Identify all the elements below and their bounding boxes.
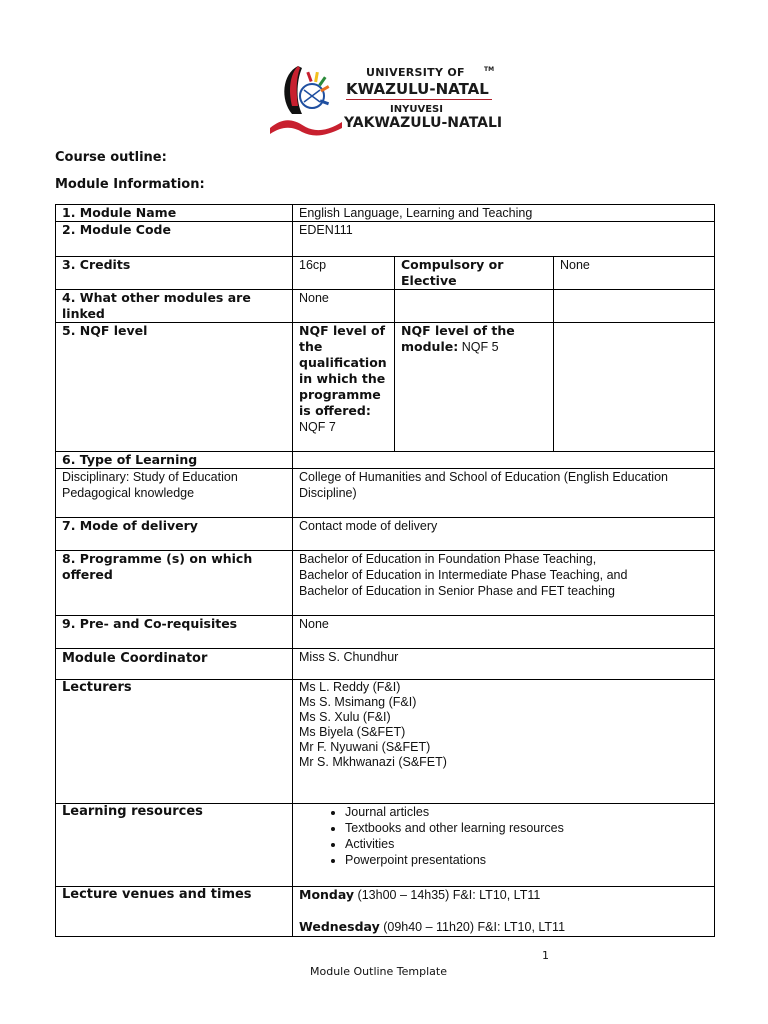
module-information-heading: Module Information: [55,177,205,192]
lecture-venues-label: Lecture venues and times [56,887,293,937]
lecturers-label: Lecturers [56,680,293,804]
nqf-qualification-value: NQF 7 [299,420,336,434]
credits-label: 3. Credits [56,257,293,290]
module-name-value: English Language, Learning and Teaching [293,205,715,222]
ukzn-emblem-icon [268,60,344,136]
resource-item: • Powerpoint presentations [345,852,708,868]
mode-of-delivery-value: Contact mode of delivery [293,518,715,551]
programme-label: 8. Programme (s) on which offered [56,551,293,616]
table-row [56,887,715,937]
lecturer-item: Mr S. Mkhwanazi (S&FET) [299,755,447,769]
logo-divider [346,99,492,100]
module-information-table [55,204,715,937]
programme-item: Bachelor of Education in Foundation Phase Teaching, [299,552,597,566]
table-row [56,257,715,290]
lecture-venues-values [293,887,715,937]
table-row [56,551,715,616]
linked-modules-label: 4. What other modules are linked [56,290,293,323]
type-of-learning-disciplines [56,469,293,518]
programme-item: Bachelor of Education in Intermediate Phase Teaching, and [299,568,628,582]
table-row [56,205,715,222]
credits-value: 16cp [293,257,395,290]
resource-item: • Journal articles [345,804,708,820]
compulsory-elective-label: Compulsory or Elective [395,257,554,290]
compulsory-elective-value: None [554,257,715,290]
resource-item: • Activities [345,836,708,852]
table-row [56,680,715,804]
table-row [56,518,715,551]
table-row [56,649,715,680]
logo-trademark: TM [484,66,495,73]
lecturer-item: Ms L. Reddy (F&I) [299,680,401,694]
logo-line-university-of: UNIVERSITY OF [366,66,465,79]
course-outline-heading: Course outline: [55,150,167,165]
venue-time: (13h00 – 14h35) F&I: LT10, LT11 [354,888,541,902]
table-row [56,452,715,469]
venue-wednesday [299,919,708,935]
module-code-label: 2. Module Code [56,222,293,257]
type-of-learning-value: College of Humanities and School of Education (English Education Discipline) [293,469,715,518]
table-row [56,804,715,887]
learning-resources-label: Learning resources [56,804,293,887]
prerequisites-label: 9. Pre- and Co-requisites [56,616,293,649]
nqf-level-label: 5. NQF level [56,323,293,452]
nqf-module-cell [395,323,554,452]
module-code-value: EDEN111 [293,222,715,257]
footer-text: Module Outline Template [310,965,447,978]
type-of-learning-label: 6. Type of Learning [56,452,293,469]
prerequisites-value: None [293,616,715,649]
mode-of-delivery-label: 7. Mode of delivery [56,518,293,551]
linked-modules-value: None [293,290,395,323]
venue-day: Wednesday [299,919,380,934]
table-row [56,290,715,323]
programme-item: Bachelor of Education in Senior Phase and FET teaching [299,584,615,598]
lecturers-values [293,680,715,804]
nqf-module-value: NQF 5 [461,340,499,354]
resource-item: • Textbooks and other learning resources [345,820,708,836]
table-row [56,616,715,649]
table-row [56,222,715,257]
venue-monday [299,887,708,903]
module-name-label: 1. Module Name [56,205,293,222]
logo-line-inyuvesi: INYUVESI [390,104,443,115]
module-coordinator-value: Miss S. Chundhur [293,649,715,680]
programme-values [293,551,715,616]
learning-resources-values [293,804,715,887]
page-number: 1 [542,949,549,962]
logo-line-kwazulu-natal: KWAZULU-NATAL [346,80,489,98]
nqf-qualification-label: NQF level of the qualification in which the programme is offered: [299,323,387,418]
logo-line-yakwazulu-natali: YAKWAZULU-NATALI [344,115,503,131]
lecturer-item: Ms S. Msimang (F&I) [299,695,417,709]
table-row [56,469,715,518]
venue-day: Monday [299,887,355,902]
university-logo [268,60,504,136]
lecturer-item: Mr F. Nyuwani (S&FET) [299,740,431,754]
module-coordinator-label: Module Coordinator [56,649,293,680]
lecturer-item: Ms Biyela (S&FET) [299,725,406,739]
nqf-qualification-cell [293,323,395,452]
lecturer-item: Ms S. Xulu (F&I) [299,710,391,724]
nqf-module-label: NQF level of the module: [401,323,515,354]
disciplinary-text: Disciplinary: Study of Education [62,470,238,484]
table-row [56,323,715,452]
venue-time: (09h40 – 11h20) F&I: LT10, LT11 [379,920,566,934]
pedagogical-text: Pedagogical knowledge [62,486,195,500]
